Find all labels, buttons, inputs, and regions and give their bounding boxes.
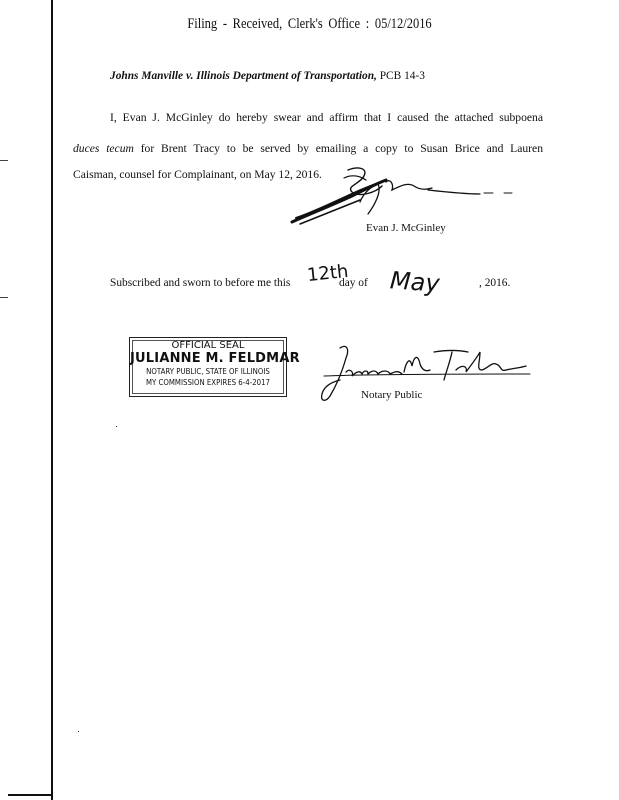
notary-signature (316, 342, 536, 406)
case-name: Johns Manville v. Illinois Department of Transportation, (110, 70, 377, 82)
handwritten-day: 12th (306, 260, 350, 287)
jurat-day-of: day of (339, 277, 368, 289)
handwritten-month: May (389, 266, 441, 298)
notary-public-label: Notary Public (361, 389, 423, 401)
jurat-year: , 2016. (479, 277, 511, 289)
seal-notary-name: JULIANNE M. FELDMAR (130, 351, 300, 366)
signer-name: Evan J. McGinley (366, 222, 446, 234)
stray-mark (116, 426, 117, 427)
jurat-prefix: Subscribed and sworn to before me this (110, 277, 291, 289)
official-notary-seal (129, 337, 300, 397)
seal-title: OFFICIAL SEAL (171, 340, 245, 351)
filing-received-stamp: Filing - Received, Clerk's Office : 05/12/2016 (187, 16, 432, 32)
affidavit-line-1: I, Evan J. McGinley do hereby swear and affirm that I caused the attached subpoena (110, 111, 543, 124)
duces-tecum-term: duces tecum (73, 142, 134, 155)
affidavit-line-2-text: for Brent Tracy to be served by emailing a copy to Susan Brice and Lauren (140, 142, 543, 155)
case-number: PCB 14-3 (376, 70, 425, 82)
edge-tick (0, 297, 8, 298)
edge-tick (0, 160, 8, 161)
case-caption (110, 70, 425, 82)
page-bottom-corner-rule (8, 794, 52, 796)
seal-state-line: NOTARY PUBLIC, STATE OF ILLINOIS (146, 367, 270, 376)
affidavit-line-2 (73, 142, 543, 155)
stray-mark (78, 731, 79, 732)
page-left-margin-rule (51, 0, 53, 800)
seal-expiry-line: MY COMMISSION EXPIRES 6-4-2017 (146, 378, 270, 387)
affidavit-line-3: Caisman, counsel for Complainant, on May 12, 2016. (73, 168, 322, 181)
